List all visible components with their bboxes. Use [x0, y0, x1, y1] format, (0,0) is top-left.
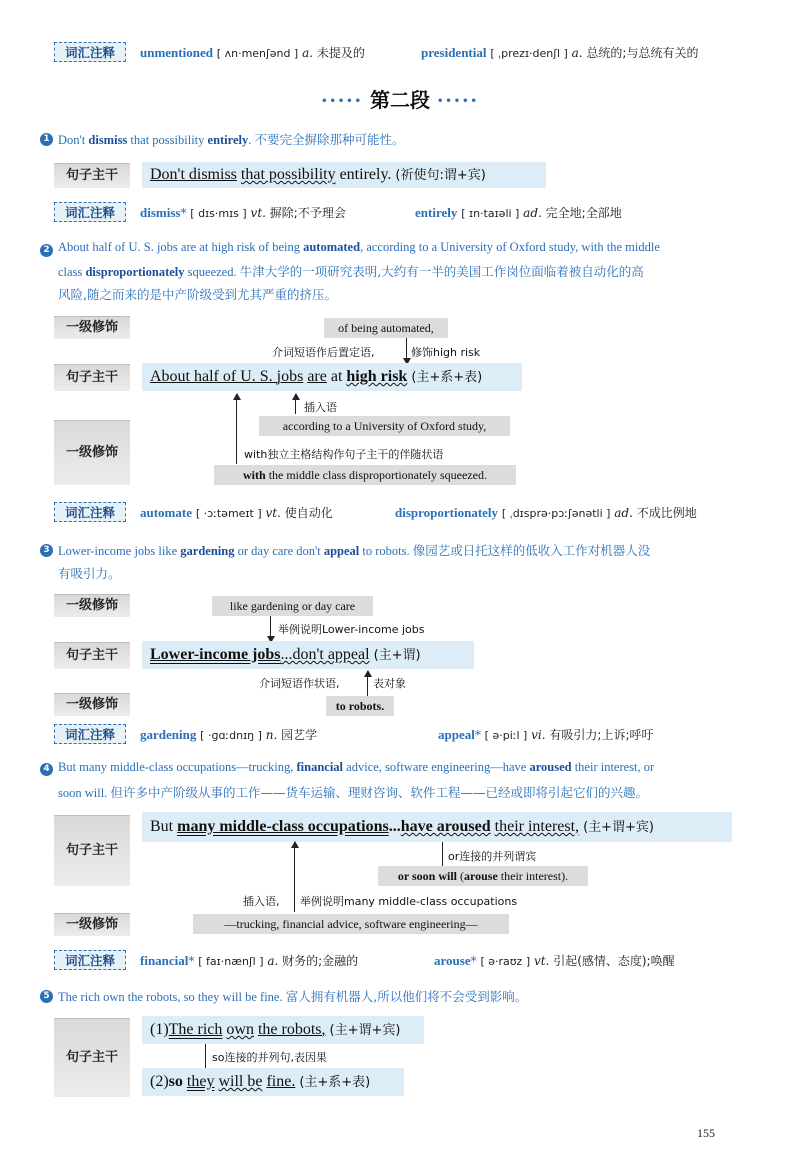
annotation-note: 介词短语作后置定语,	[272, 346, 375, 359]
vocab-entry	[140, 952, 358, 969]
predicate: have aroused	[400, 818, 491, 835]
text-run: .	[248, 133, 255, 147]
vocab-phonetic: [ ɪn·taɪəli ]	[461, 207, 520, 220]
section-title-text: 第二段	[370, 88, 430, 112]
vocab-row-s2	[0, 502, 800, 524]
vocab-pos: a.	[302, 46, 314, 60]
vocab-phonetic: [ ·ɡɑːdnɪŋ ]	[200, 729, 262, 742]
vocab-row-s3	[0, 724, 800, 746]
label-main-clause: 句子主干	[54, 815, 130, 886]
vocab-meaning: 引起(感情、态度);唤醒	[553, 954, 675, 968]
object: that possibility	[240, 166, 336, 183]
vocab-pos: vt.	[265, 506, 281, 520]
vocab-phonetic: [ ə·piːl ]	[484, 729, 528, 742]
vocab-entry	[415, 204, 622, 221]
main-clause-box	[142, 1068, 404, 1096]
text-run: their interest).	[497, 869, 569, 883]
keyword: financial	[296, 760, 344, 774]
vocab-word: dismiss	[140, 205, 181, 220]
text-run: the middle class disproportionately squeezed.	[265, 468, 487, 482]
keyword: arouse	[464, 869, 498, 883]
text-run: or day care don't	[234, 544, 324, 558]
vocab-word: appeal	[438, 727, 475, 742]
vocab-pos: n.	[265, 728, 278, 742]
vocab-meaning: 未提及的	[316, 46, 365, 60]
vocab-meaning: 财务的;金融的	[282, 954, 359, 968]
vocab-phonetic: [ ə·raʊz ]	[480, 955, 531, 968]
decorative-dots-left: •••••	[321, 96, 364, 107]
subject: Lower-income jobs	[150, 646, 281, 663]
arrow-line	[236, 394, 237, 464]
vocab-phonetic: [ faɪ·nænʃl ]	[198, 955, 264, 968]
vocab-tag: 词汇注释	[54, 950, 126, 970]
vocab-word: presidential	[421, 45, 487, 60]
sentence-5-text	[58, 987, 527, 1005]
annotation-note: 举例说明Lower-income jobs	[278, 623, 425, 636]
sentence-pattern: (主+谓+宾)	[583, 820, 654, 835]
vocab-pos: vi.	[531, 728, 546, 742]
vocab-pos: vt.	[533, 954, 550, 968]
vocab-meaning: 总统的;与总统有关的	[586, 46, 699, 60]
vocab-word: unmentioned	[140, 45, 213, 60]
text-run: advice, software engineering—have	[343, 760, 530, 774]
vocab-meaning: 摒除;不予理会	[269, 206, 346, 220]
main-clause-box	[142, 1016, 424, 1044]
annotation-note: 举例说明many middle-class occupations	[300, 895, 518, 908]
modifier-box: to robots.	[326, 696, 394, 716]
main-clause-box	[142, 641, 474, 669]
connector-line	[442, 842, 443, 866]
text-run: Lower-income jobs like	[58, 544, 181, 558]
modifier-box	[214, 465, 516, 485]
subject: they	[186, 1073, 215, 1090]
vocab-word: arouse	[434, 953, 471, 968]
sentence-2-line-3: 风险,随之而来的是中产阶级受到尤其严重的挤压。	[58, 287, 337, 302]
main-clause-box	[142, 363, 522, 391]
vocab-meaning: 有吸引力;上诉;呼吁	[549, 728, 654, 742]
sentence-1-text	[58, 130, 405, 148]
vocab-word: disproportionately	[395, 505, 499, 520]
vocab-word: entirely	[415, 205, 458, 220]
vocab-meaning: 完全地;全部地	[545, 206, 622, 220]
vocab-phonetic: [ ˌprezɪ·denʃl ]	[490, 47, 568, 60]
vocab-entry	[395, 504, 697, 521]
vocab-entry	[140, 204, 346, 221]
sentence-number-badge: 2	[40, 244, 53, 257]
sentence-pattern: (主+谓+宾)	[329, 1023, 401, 1038]
vocab-row-top	[0, 42, 800, 64]
sentence-pattern: (主+系+表)	[411, 370, 483, 385]
text-run: that possibility	[127, 133, 208, 147]
vocab-pos: ad.	[614, 506, 633, 520]
object: the robots,	[257, 1021, 326, 1038]
vocab-entry	[434, 952, 675, 969]
vocab-tag: 词汇注释	[54, 502, 126, 522]
label-main-clause: 句子主干	[54, 163, 130, 188]
keyword: entirely	[207, 133, 249, 147]
sentence-2-line-2	[58, 262, 644, 280]
star-icon: *	[470, 954, 477, 968]
label-main-clause: 句子主干	[54, 364, 130, 391]
sentence-number-badge: 1	[40, 133, 53, 146]
keyword: disproportionately	[85, 265, 185, 279]
vocab-tag: 词汇注释	[54, 724, 126, 744]
predicative: high risk	[346, 368, 408, 385]
vocab-phonetic: [ ·ɔːtəmeɪt ]	[195, 507, 262, 520]
predicate: own	[226, 1021, 254, 1038]
vocab-word: gardening	[140, 727, 197, 742]
page-number: 155	[697, 1126, 715, 1140]
annotation-note: 修饰high risk	[411, 346, 481, 359]
vocab-entry	[438, 726, 654, 743]
text-run: The rich own the robots, so they will be fine.	[58, 990, 286, 1004]
label-main-clause: 句子主干	[54, 642, 130, 669]
vocab-entry	[421, 44, 698, 61]
arrow-line	[295, 394, 296, 414]
sentence-pattern: (主+谓)	[373, 648, 421, 663]
sentence-pattern: (主+系+表)	[299, 1075, 371, 1090]
text-run: class	[58, 265, 86, 279]
connector-line	[205, 1044, 206, 1068]
sentence-number-badge: 5	[40, 990, 53, 1003]
annotation-note: 插入语,	[243, 895, 280, 908]
keyword: gardening	[180, 544, 235, 558]
vocab-phonetic: [ ˌdɪsprə·pɔːʃənətli ]	[501, 507, 611, 520]
text-run: soon will.	[58, 786, 111, 800]
vocab-pos: a.	[571, 46, 583, 60]
annotation-note: 介词短语作状语,	[259, 677, 340, 690]
text-run: About half of U. S. jobs are at high risk of being	[58, 240, 304, 254]
keyword: so	[168, 1073, 187, 1090]
sentence-number-badge: 3	[40, 544, 53, 557]
label-modifier: 一级修饰	[54, 316, 130, 339]
text-run: squeezed.	[184, 265, 240, 279]
sentence-4-line-1	[58, 760, 654, 775]
star-icon: *	[188, 954, 195, 968]
vocab-entry	[140, 44, 365, 61]
arrow-line	[270, 616, 271, 642]
star-icon: *	[474, 728, 481, 742]
vocab-word: financial	[140, 953, 189, 968]
vocab-pos: ad.	[523, 206, 542, 220]
vocab-meaning: 园艺学	[281, 728, 318, 742]
text-run: ...	[388, 818, 401, 835]
modifier-box	[378, 866, 588, 886]
vocab-row-s1	[0, 202, 800, 224]
text-run: their interest, or	[571, 760, 655, 774]
predicate: ...don't appeal	[280, 646, 370, 663]
text-run: But many middle-class occupations—trucking,	[58, 760, 297, 774]
vocab-pos: a.	[267, 954, 279, 968]
vocab-tag: 词汇注释	[54, 202, 126, 222]
annotation-note: or连接的并列谓宾	[448, 850, 537, 863]
keyword: aroused	[529, 760, 572, 774]
modifier-box: of being automated,	[324, 318, 448, 338]
subject: About half of U. S. jobs	[150, 368, 304, 385]
text-run: , according to a University of Oxford study, with the middle	[360, 240, 660, 254]
main-clause-box	[142, 812, 732, 842]
translation: 牛津大学的一项研究表明,大约有一半的美国工作岗位面临着被自动化的高	[239, 264, 644, 279]
translation: 富人拥有机器人,所以他们将不会受到影响。	[285, 989, 528, 1004]
keyword: will	[438, 869, 458, 883]
predicative: fine.	[266, 1073, 296, 1090]
text-run: to robots.	[359, 544, 413, 558]
translation: 但许多中产阶级从事的工作——货车运输、理财咨询、软件工程——已经或即将引起它们的兴趣。	[110, 785, 648, 800]
text-run: Don't	[58, 133, 89, 147]
annotation-note: with独立主格结构作句子主干的伴随状语	[244, 448, 444, 461]
label-modifier: 一级修饰	[54, 594, 130, 617]
text-run: (2)	[150, 1073, 169, 1090]
decorative-dots-right: •••••	[436, 96, 479, 107]
sentence-pattern: (祈使句:谓+宾)	[395, 168, 486, 183]
vocab-meaning: 不成比例地	[636, 506, 697, 520]
annotation-note: 插入语	[304, 401, 337, 414]
sentence-2-line-1	[58, 240, 660, 255]
vocab-entry	[140, 504, 333, 521]
label-modifier: 一级修饰	[54, 913, 130, 936]
linking-verb: are	[307, 368, 327, 385]
keyword: automated	[303, 240, 361, 254]
main-clause-box	[142, 162, 546, 188]
modifier-box: —trucking, financial advice, software engineering—	[193, 914, 509, 934]
modifier-box: according to a University of Oxford study,	[259, 416, 510, 436]
arrow-line	[367, 671, 368, 697]
text-run: at	[326, 368, 347, 385]
translation: 不要完全摒除那种可能性。	[254, 132, 405, 147]
sentence-4-line-2	[58, 783, 648, 801]
text-run: entirely.	[335, 166, 392, 183]
vocab-word: automate	[140, 505, 192, 520]
modifier-box: like gardening or day care	[212, 596, 373, 616]
keyword: with	[243, 468, 266, 482]
sentence-3-line-2: 有吸引力。	[58, 566, 121, 581]
vocab-phonetic: [ ʌn·menʃənd ]	[216, 47, 299, 60]
translation: 像园艺或日托这样的低收入工作对机器人没	[412, 543, 651, 558]
predicate: Don't dismiss	[150, 166, 237, 183]
annotation-note: 表对象	[373, 677, 406, 690]
text-run: (1)	[150, 1021, 169, 1038]
sentence-3-line-1	[58, 541, 650, 559]
sentence-number-badge: 4	[40, 763, 53, 776]
subject: The rich	[168, 1021, 223, 1038]
vocab-row-s4	[0, 950, 800, 972]
arrow-line	[406, 338, 407, 364]
vocab-entry	[140, 726, 317, 743]
subject: many middle-class occupations	[177, 818, 389, 835]
keyword: dismiss	[88, 133, 128, 147]
vocab-tag: 词汇注释	[54, 42, 126, 62]
text-run: (	[457, 869, 465, 883]
annotation-note: so连接的并列句,表因果	[212, 1051, 327, 1064]
arrow-line	[294, 842, 295, 912]
section-title	[0, 84, 800, 113]
text-run: But	[150, 818, 178, 835]
vocab-pos: vt.	[250, 206, 266, 220]
keyword: appeal	[323, 544, 360, 558]
linking-verb: will be	[218, 1073, 263, 1090]
label-main-clause: 句子主干	[54, 1018, 130, 1097]
object: their interest,	[494, 818, 580, 835]
vocab-phonetic: [ dɪs·mɪs ]	[190, 207, 247, 220]
label-modifier: 一级修饰	[54, 420, 130, 485]
star-icon: *	[180, 206, 187, 220]
label-modifier: 一级修饰	[54, 693, 130, 716]
text-run: or soon	[397, 869, 439, 883]
vocab-meaning: 使自动化	[284, 506, 333, 520]
